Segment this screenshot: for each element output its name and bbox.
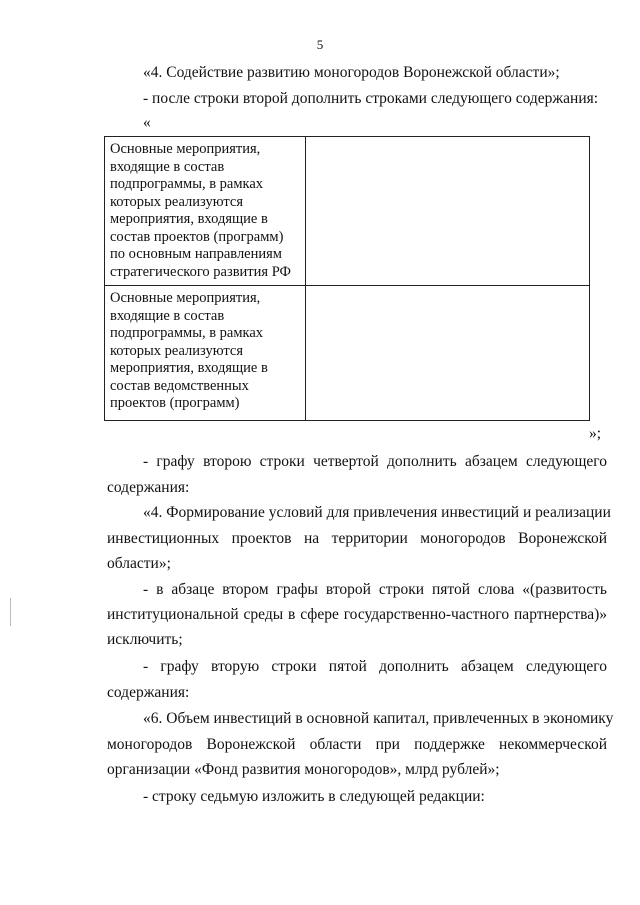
inserted-rows-table: [104, 136, 590, 421]
paragraph-line: области»;: [107, 555, 171, 572]
paragraph-line: - графу вторую строки пятой дополнить абзацем следующего: [143, 658, 607, 675]
paragraph-line: содержания:: [107, 479, 190, 496]
table-cell-label: Основные мероприятия, входящие в состав подпрограммы, в рамках которых реализуются мероприятия, входящие в состав ведомственных проектов (программ): [105, 286, 306, 421]
paragraph-line: - строку седьмую изложить в следующей редакции:: [143, 788, 485, 805]
paragraph-line: институциональной среды в сфере государственно-частного партнерства)»: [107, 606, 607, 623]
page-number: 5: [316, 37, 324, 52]
paragraph-line: инвестиционных проектов на территории моногородов Воронежской: [107, 530, 607, 547]
closing-quote: »;: [589, 425, 602, 442]
paragraph-line: моногородов Воронежской области при поддержке некоммерческой: [107, 736, 607, 753]
paragraph-line: содержания:: [107, 684, 190, 701]
paragraph-line: - графу второю строки четвертой дополнить абзацем следующего: [143, 453, 607, 470]
table-cell-value: [306, 137, 589, 285]
paragraph-line: «4. Формирование условий для привлечения инвестиций и реализации: [143, 504, 611, 521]
paragraph-line: организации «Фонд развития моногородов», млрд рублей»;: [107, 761, 500, 778]
paragraph-line: «6. Объем инвестиций в основной капитал, привлеченных в экономику: [143, 710, 614, 727]
paragraph-program-title: «4. Содействие развитию моногородов Воронежской области»;: [143, 64, 560, 81]
table-row: [105, 285, 589, 421]
scan-margin-mark: [10, 598, 11, 626]
table-row: [105, 137, 589, 285]
paragraph-insert-rows: - после строки второй дополнить строками следующего содержания:: [143, 90, 599, 107]
table-cell-label: Основные мероприятия, входящие в состав подпрограммы, в рамках которых реализуются мероприятия, входящие в состав проектов (программ) по основным направлениям стратегического развития РФ: [105, 137, 306, 285]
paragraph-line: исключить;: [107, 631, 183, 648]
paragraph-line: - в абзаце втором графы второй строки пятой слова «(развитость: [143, 581, 607, 598]
table-cell-value: [306, 286, 589, 421]
opening-quote: «: [143, 114, 151, 131]
